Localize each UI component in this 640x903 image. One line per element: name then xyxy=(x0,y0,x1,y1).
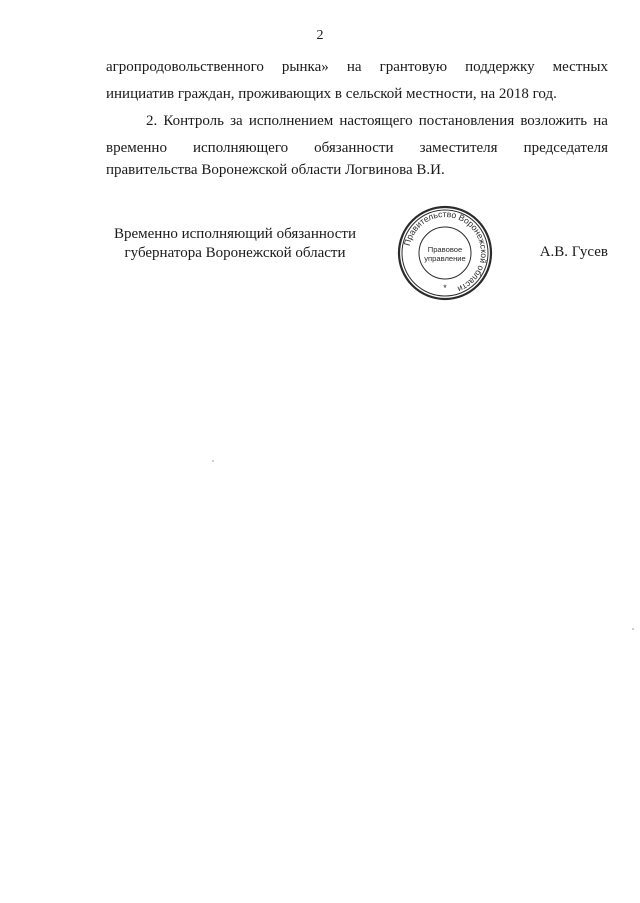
word: постановления xyxy=(418,113,515,129)
stamp-center-line-2: управление xyxy=(424,254,466,263)
page-number: 2 xyxy=(316,28,324,43)
paragraph-2-line-1 xyxy=(146,112,608,130)
word: исполнением xyxy=(248,113,334,129)
signatory-name: А.В. Гусев xyxy=(539,244,608,260)
stamp-center-line-1: Правовое xyxy=(427,245,463,254)
word: за xyxy=(230,113,243,129)
signature-position-line-1: Временно исполняющий обязанности xyxy=(113,226,356,242)
word: местных xyxy=(552,59,608,75)
word: на xyxy=(593,113,608,129)
scan-speck xyxy=(632,628,634,630)
word: исполняющего xyxy=(192,140,289,156)
official-stamp xyxy=(397,205,493,301)
paragraph-1-line-2: инициатив граждан, проживающих в сельской местности, на 2018 год. xyxy=(106,86,557,102)
word: грантовую xyxy=(379,59,448,75)
signature-position-line-2: губернатора Воронежской области xyxy=(124,245,346,261)
scan-speck xyxy=(212,460,214,462)
word: Контроль xyxy=(163,113,225,129)
word: обязанности xyxy=(314,140,394,156)
word: возложить xyxy=(520,113,588,129)
word: 2. xyxy=(146,113,158,129)
word: поддержку xyxy=(465,59,535,75)
word: агропродовольственного xyxy=(106,59,264,75)
paragraph-2-line-3: правительства Воронежской области Логвинова В.И. xyxy=(106,162,445,178)
word: председателя xyxy=(523,140,608,156)
word: временно xyxy=(106,140,167,156)
signature-position xyxy=(106,225,364,263)
word: заместителя xyxy=(419,140,498,156)
paragraph-1-line-1 xyxy=(106,58,608,76)
stamp-ring-text: Правительство Воронежской области xyxy=(401,208,490,295)
paragraph-2-line-2 xyxy=(106,139,608,157)
word: настоящего xyxy=(339,113,413,129)
word: на xyxy=(346,59,362,75)
stamp-star-mark: * xyxy=(443,283,447,293)
word: рынка» xyxy=(281,59,329,75)
